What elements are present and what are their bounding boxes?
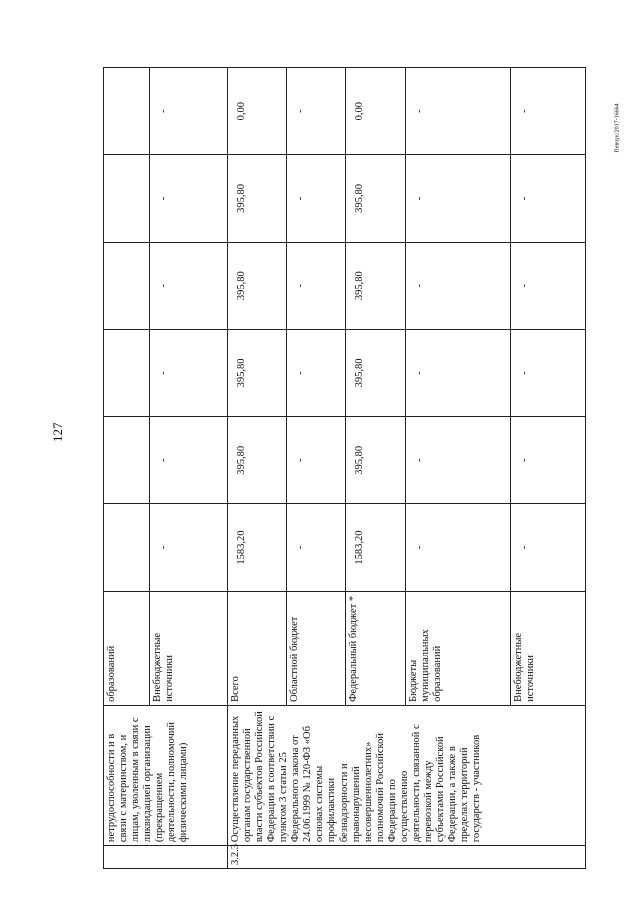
budget-table [103,67,586,869]
value-cell: - [287,504,346,591]
funding-source-cell: Бюджеты муниципальных образований [405,591,511,705]
value-cell: - [405,68,511,155]
value-cell: - [149,155,227,242]
value-cell [104,68,150,155]
table-row [227,68,286,869]
value-cell: 395,80 [346,417,405,504]
value-cell: - [405,242,511,329]
value-cell: - [511,417,586,504]
value-cell: - [511,504,586,591]
value-cell: - [287,242,346,329]
value-cell: - [511,155,586,242]
value-cell: - [149,329,227,416]
value-cell: - [511,242,586,329]
value-cell: 395,80 [227,417,286,504]
value-cell: - [287,329,346,416]
value-cell: - [149,504,227,591]
footer-code: Певчук/2017-16664 [614,103,621,153]
value-cell: 395,80 [346,329,405,416]
rotated-table-container [103,67,586,869]
value-cell: - [149,417,227,504]
row-number-cell: 3.2.3 [227,846,585,869]
value-cell: - [405,504,511,591]
row-number-cell [104,846,228,869]
table-row [104,68,150,869]
funding-source-cell: Всего [227,591,286,705]
value-cell: 1583,20 [346,504,405,591]
value-cell: - [405,155,511,242]
funding-source-cell: Внебюджетные источники [149,591,227,705]
value-cell: 395,80 [346,155,405,242]
measure-name-cell: нетрудоспособности и в связи с материнством, и лицам, уволенным в связи с ликвидацией организации (прекращением деятельности, полномочий физическими лицами) [104,705,228,845]
funding-source-cell: Федеральный бюджет * [346,591,405,705]
value-cell: - [149,68,227,155]
table-body [104,68,586,869]
value-cell: 0,00 [346,68,405,155]
value-cell [104,329,150,416]
value-cell: - [511,329,586,416]
value-cell: 1583,20 [227,504,286,591]
value-cell: - [511,68,586,155]
page-number: 127 [50,422,65,442]
funding-source-cell: образований [104,591,150,705]
value-cell: - [287,417,346,504]
value-cell [104,417,150,504]
value-cell: 395,80 [227,155,286,242]
value-cell: 395,80 [227,242,286,329]
value-cell [104,242,150,329]
value-cell: 395,80 [346,242,405,329]
value-cell: - [405,329,511,416]
funding-source-cell: Внебюджетные источники [511,591,586,705]
value-cell: - [405,417,511,504]
value-cell: 395,80 [227,329,286,416]
value-cell [104,155,150,242]
value-cell: - [149,242,227,329]
value-cell: - [287,155,346,242]
value-cell: 0,00 [227,68,286,155]
value-cell: - [287,68,346,155]
funding-source-cell: Областной бюджет [287,591,346,705]
value-cell [104,504,150,591]
measure-name-cell: Осуществление переданных органам государственной власти субъектов Российской Федерации в соответствии с пунктом 3 статьи 25 Федерального закона от 24.06.1999 № 120-ФЗ «Об основах системы профилактики безнадзорности и правонарушений несовершеннолетних» полномочий Российской Федерации по осуществлению деятельности, связанной с перевозкой между субъектами Российской Федерации, а также в пределах территорий государств - участников [227,705,585,845]
